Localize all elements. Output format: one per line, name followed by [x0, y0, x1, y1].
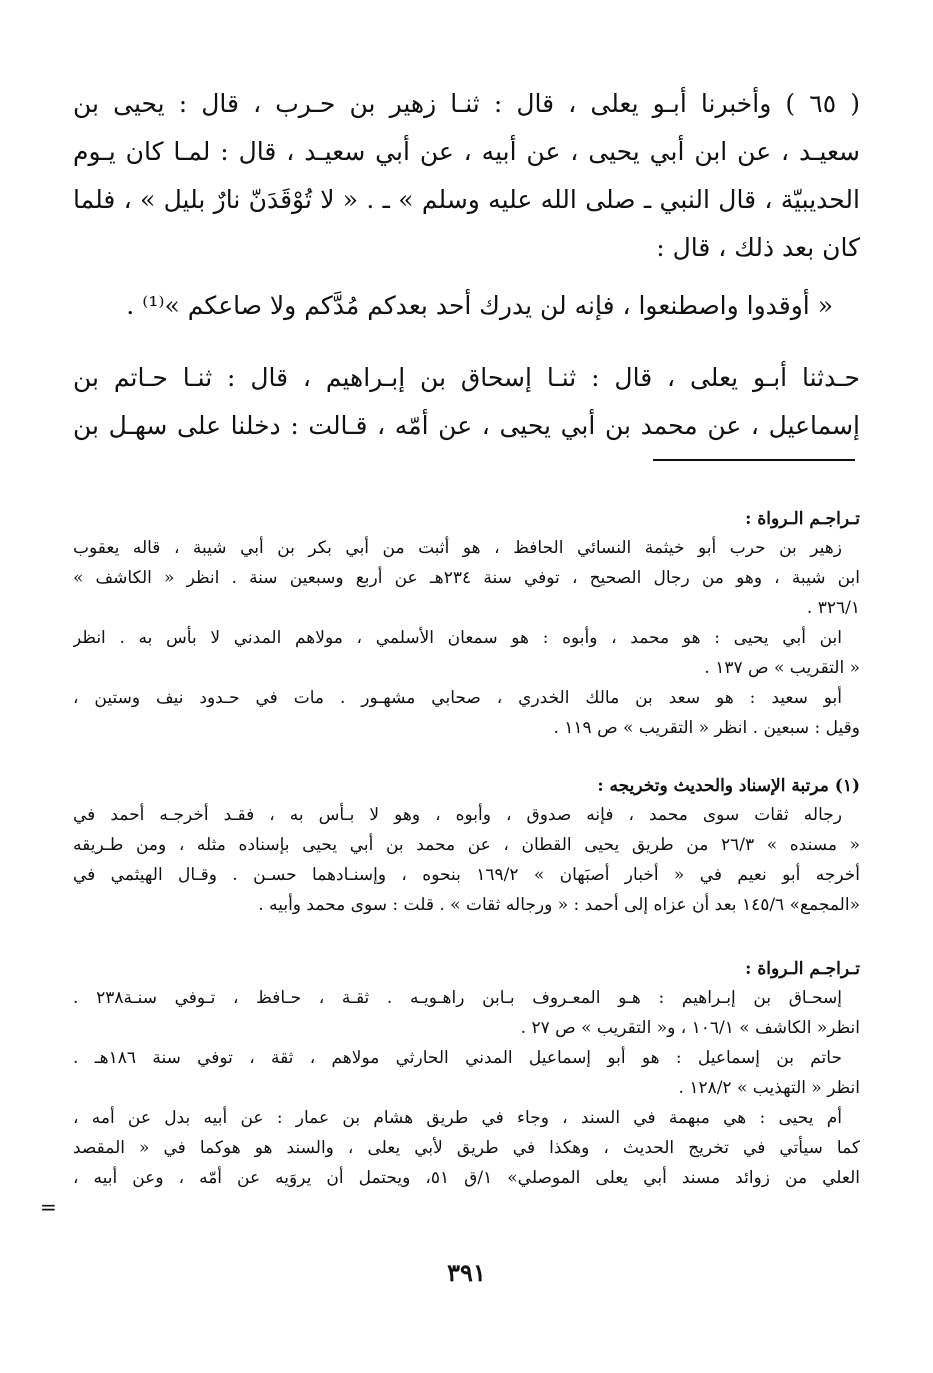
continuation-mark: =	[40, 1195, 57, 1219]
hadith-quote: « أوقدوا واصطنعوا ، فإنه لن يدرك أحد بعدكم مُدَّكم ولا صاعكم »⁽¹⁾ .	[126, 291, 833, 320]
footnote-line: « مسنده » ٢٦/٣ من طريق يحيى القطان ، عن محمد بن أبي يحيى بإسناده مثله ، ومن طـريقه	[73, 835, 860, 855]
main-text-line: إسماعيل ، عن محمد بن أبي يحيى ، عن أمّه ، قـالت : دخلنا على سهـل بن	[73, 411, 860, 440]
footnote-line: ابن شيبة ، وهو من رجال الصحيح ، توفي سنة ٢٣٤هـ عن أربع وسبعين سنة . انظر « الكاشف »	[73, 568, 860, 588]
main-text-line: كان بعد ذلك ، قال :	[656, 233, 860, 262]
narrators-section-2	[73, 955, 860, 1193]
narrators-heading: تـراجـم الـرواة :	[745, 959, 860, 979]
main-text-line: ( ٦٥ ) وأخبرنا أبـو يعلى ، قال : ثنـا زهير بن حـرب ، قال : يحيى بن	[73, 89, 860, 118]
main-text-line: حـدثنا أبـو يعلى ، قال : ثنـا إسحاق بن إبـراهيم ، قال : ثنـا حـاتم بن	[73, 363, 860, 392]
narrators-section-1	[73, 505, 860, 743]
main-paragraph-2	[73, 354, 860, 450]
footnote-line: أبو سعيد : هو سعد بن مالك الخدري ، صحابي مشهـور . مات في حـدود نيف وستين ،	[73, 688, 842, 708]
footnote-line: زهير بن حرب أبو خيثمة النسائي الحافظ ، هو أثبت من أبي بكر بن أبي شيبة ، قاله يعقوب	[73, 538, 842, 558]
footnote-line: ابن أبي يحيى : هو محمد ، وأبوه : هو سمعان الأسلمي ، مولاهم المدني لا بأس به . انظر	[73, 628, 842, 648]
footnote-line: إسحـاق بن إبـراهيم : هـو المعـروف بـابن راهـويـه . ثقـة ، حـافظ ، تـوفي سنـة٢٣٨ .	[73, 988, 843, 1008]
main-paragraph-1	[73, 80, 860, 272]
main-text-line: سعيـد ، عن ابن أبي يحيى ، عن أبيه ، عن أبي سعيـد ، قال : لمـا كان يـوم	[73, 137, 860, 166]
page-number: ٣٩١	[447, 1258, 486, 1287]
footnote-line: رجاله ثقات سوى محمد ، فإنه صدوق ، وأبوه ، وهو لا بـأس به ، فقـد أخرجـه أحمد في	[73, 805, 842, 825]
takhrij-section	[73, 772, 860, 920]
narrators-heading: تـراجـم الـرواة :	[745, 509, 860, 529]
footnote-line: انظر« الكاشف » ١٠٦/١ ، و« التقريب » ص ٢٧ .	[520, 1018, 860, 1038]
footnote-line: أخرجه أبو نعيم في « أخبار أصبَهان » ١٦٩/٢ بنحوه ، وإسنـادهما حسـن . وقـال الهيثمي في	[73, 865, 860, 885]
main-text-line: الحديبيّة ، قال النبي ـ صلى الله عليه وسلم » ـ . « لا تُوْقَدَنّ نارٌ بليل » ، فلما	[73, 185, 860, 214]
footnote-line: انظر « التهذيب » ١٢٨/٢ .	[678, 1078, 860, 1098]
footnote-line: «المجمع» ١٤٥/٦ بعد أن عزاه إلى أحمد : « ورجاله ثقات » . قلت : سوى محمد وأبيه .	[258, 895, 860, 915]
footnote-line: أم يحيى : هي مبهمة في السند ، وجاء في طريق هشام بن عمار : عن أبيه بدل عن أمه ،	[73, 1108, 842, 1128]
footnote-line: العلي من زوائد مسند أبي يعلى الموصلي» ١/ق ٥١، ويحتمل أن يروَيه عن أمّه ، وعن أبيه ،	[73, 1168, 860, 1188]
footnote-line: ٣٢٦/١ .	[806, 598, 860, 618]
footnote-line: وقيل : سبعين . انظر « التقريب » ص ١١٩ .	[553, 718, 860, 738]
footnote-line: كما سيأتي في تخريج الحديث ، وهكذا في طريق لأبي يعلى ، والسند هو هوكما في « المقصد	[73, 1138, 860, 1158]
footnote-line: « التقريب » ص ١٣٧ .	[704, 658, 860, 678]
takhrij-heading: (١) مرتبة الإسناد والحديث وتخريجه :	[597, 776, 860, 796]
footnote-separator	[653, 459, 855, 461]
footnote-line: حاتم بن إسماعيل : هو أبو إسماعيل المدني الحارثي مولاهم ، ثقة ، توفي سنة ١٨٦هـ .	[73, 1048, 842, 1068]
